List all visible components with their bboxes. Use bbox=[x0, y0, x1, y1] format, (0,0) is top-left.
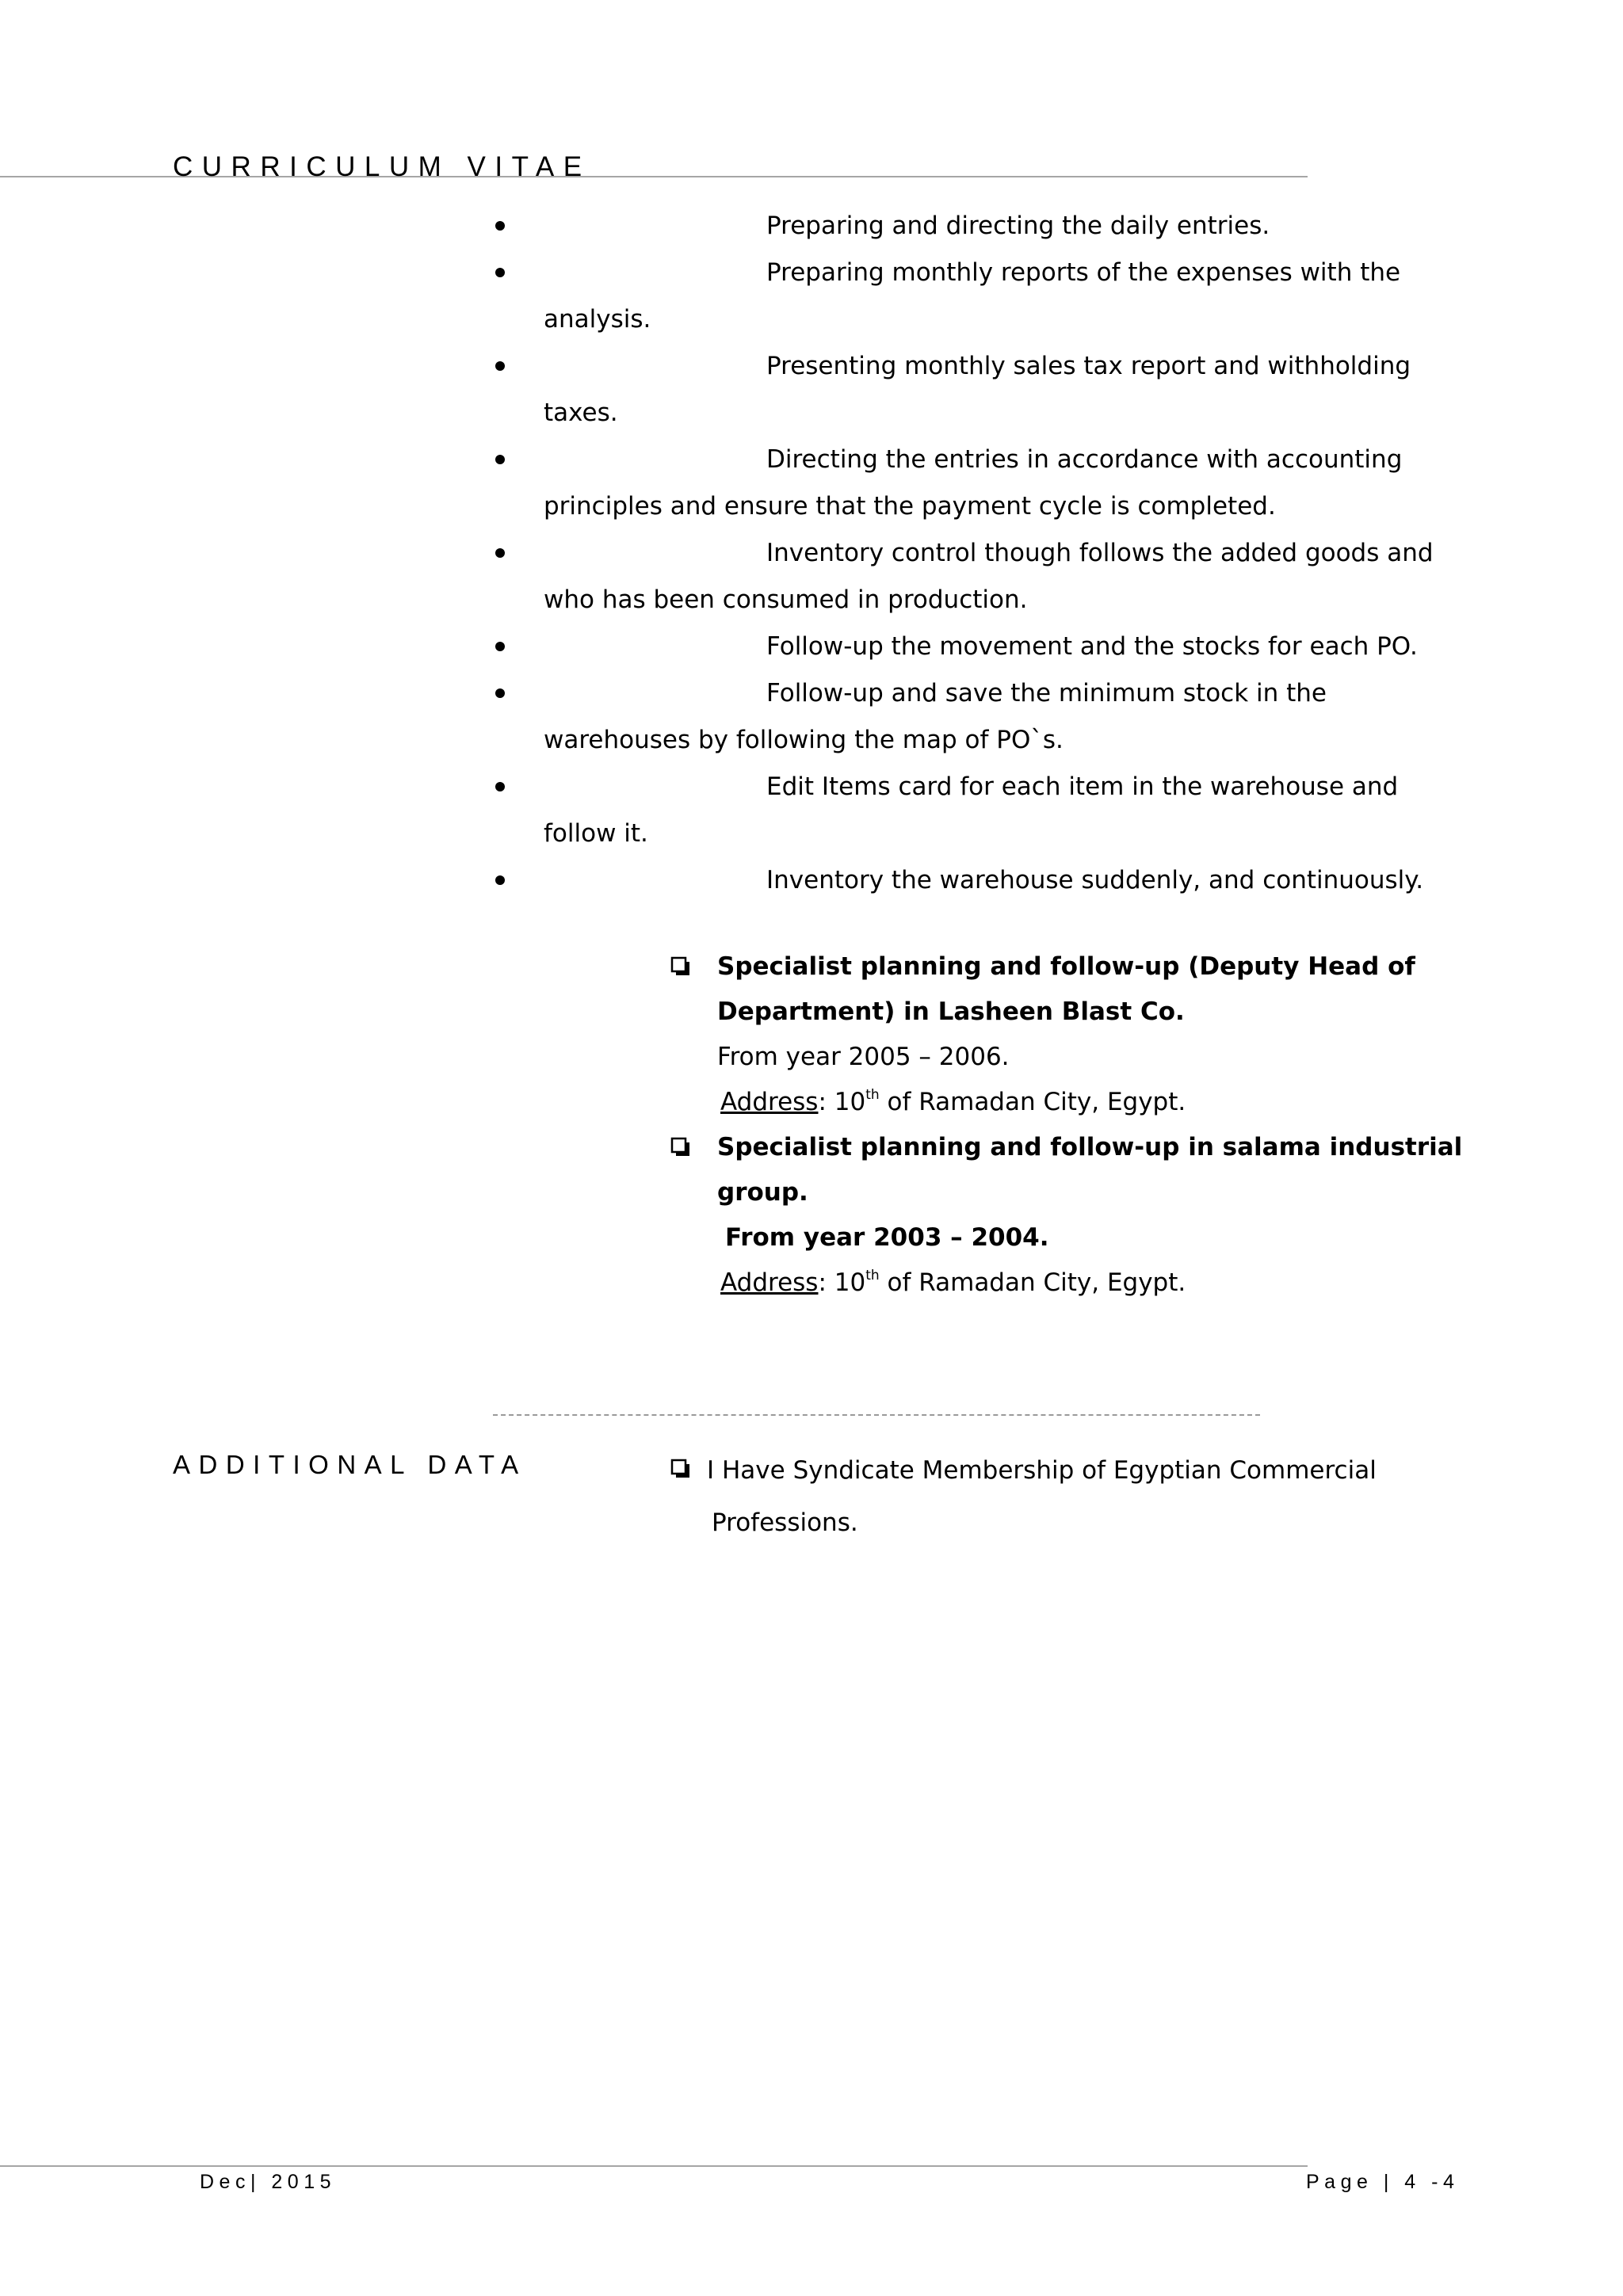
bullet-dot-icon bbox=[495, 361, 505, 371]
duty-continuation: principles and ensure that the payment cycle is completed. bbox=[544, 492, 1276, 521]
duty-first-line: Inventory control though follows the added goods and bbox=[766, 539, 1434, 567]
address-ordinal: th bbox=[865, 1087, 880, 1103]
duty-continuation: taxes. bbox=[544, 399, 618, 427]
duty-first-line: Preparing and directing the daily entries. bbox=[766, 212, 1270, 240]
bullet-dot-icon bbox=[495, 642, 505, 651]
duty-first-line: Edit Items card for each item in the warehouse and bbox=[766, 772, 1399, 801]
job-title-line: Specialist planning and follow-up (Deputy Head of bbox=[717, 952, 1415, 981]
job-period: From year 2005 – 2006. bbox=[717, 1043, 1010, 1071]
duty-continuation: analysis. bbox=[544, 305, 651, 334]
address-ordinal: th bbox=[865, 1268, 880, 1283]
address-rest: of Ramadan City, Egypt. bbox=[879, 1088, 1186, 1116]
address-number: : 10 bbox=[818, 1268, 866, 1297]
bullet-dot-icon bbox=[495, 782, 505, 791]
duty-continuation: warehouses by following the map of PO`s. bbox=[544, 726, 1064, 754]
list-item bbox=[491, 203, 1474, 250]
address-label: Address bbox=[720, 1088, 819, 1116]
footer-page-number: Page | 4 -4 bbox=[1306, 2171, 1460, 2193]
job-title-line: group. bbox=[717, 1178, 808, 1207]
bullet-dot-icon bbox=[495, 548, 505, 558]
list-item bbox=[491, 530, 1474, 624]
bullet-dot-icon bbox=[495, 875, 505, 885]
bullet-dot-icon bbox=[495, 268, 505, 277]
shadowed-checkbox-icon bbox=[670, 1459, 691, 1479]
jobs-section bbox=[667, 944, 1491, 1306]
job-entry bbox=[667, 1125, 1491, 1306]
header-title: CURRICULUM VITAE bbox=[173, 151, 591, 182]
job-title-line: Department) in Lasheen Blast Co. bbox=[717, 997, 1185, 1026]
section-label-additional-data: ADDITIONAL DATA bbox=[173, 1450, 527, 1479]
job-period: From year 2003 – 2004. bbox=[725, 1223, 1049, 1252]
duty-first-line: Directing the entries in accordance with accounting bbox=[766, 445, 1403, 474]
duty-continuation: follow it. bbox=[544, 819, 648, 848]
duties-list bbox=[491, 203, 1474, 904]
list-item bbox=[491, 250, 1474, 343]
job-address bbox=[717, 1261, 1491, 1306]
section-divider bbox=[493, 1414, 1260, 1416]
additional-data-item bbox=[667, 1444, 1491, 1549]
duty-first-line: Inventory the warehouse suddenly, and continuously. bbox=[766, 866, 1424, 894]
shadowed-checkbox-icon bbox=[670, 956, 691, 977]
list-item bbox=[491, 764, 1474, 857]
address-rest: of Ramadan City, Egypt. bbox=[879, 1268, 1186, 1297]
job-title-line: Specialist planning and follow-up in salama industrial bbox=[717, 1133, 1463, 1161]
shadowed-checkbox-icon bbox=[670, 1137, 691, 1158]
bullet-dot-icon bbox=[495, 221, 505, 231]
list-item bbox=[491, 343, 1474, 437]
duty-first-line: Preparing monthly reports of the expenses with the bbox=[766, 258, 1401, 287]
additional-line: Professions. bbox=[712, 1508, 858, 1537]
bullet-dot-icon bbox=[495, 455, 505, 464]
job-address bbox=[717, 1080, 1491, 1125]
footer-date: Dec| 2015 bbox=[200, 2171, 337, 2193]
list-item bbox=[491, 437, 1474, 530]
duty-first-line: Follow-up the movement and the stocks for each PO. bbox=[766, 632, 1418, 661]
bullet-dot-icon bbox=[495, 688, 505, 698]
job-entry bbox=[667, 944, 1491, 1125]
duty-continuation: who has been consumed in production. bbox=[544, 585, 1028, 614]
duty-first-line: Follow-up and save the minimum stock in the bbox=[766, 679, 1327, 707]
list-item bbox=[491, 670, 1474, 764]
list-item bbox=[491, 857, 1474, 904]
footer-rule bbox=[0, 2165, 1308, 2167]
list-item bbox=[491, 624, 1474, 670]
duty-first-line: Presenting monthly sales tax report and withholding bbox=[766, 352, 1411, 380]
address-number: : 10 bbox=[818, 1088, 866, 1116]
additional-line: I Have Syndicate Membership of Egyptian Commercial bbox=[707, 1456, 1377, 1485]
address-label: Address bbox=[720, 1268, 819, 1297]
